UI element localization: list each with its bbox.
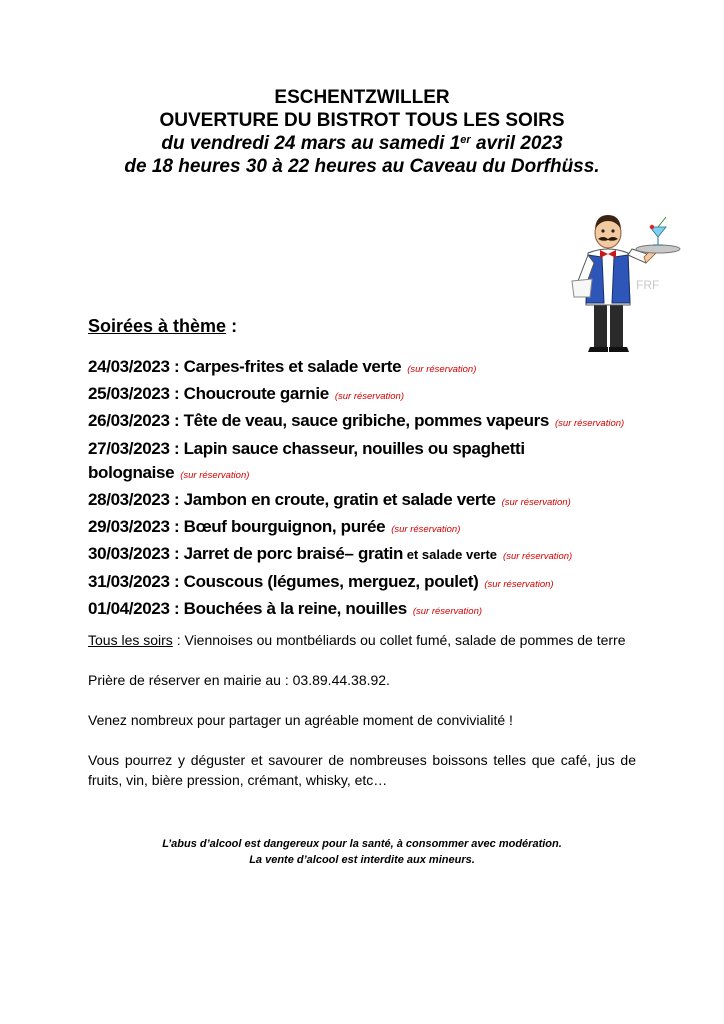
alcohol-warning bbox=[0, 836, 724, 868]
theme-row bbox=[88, 542, 648, 569]
header bbox=[0, 86, 724, 178]
event-hours: de 18 heures 30 à 22 heures au Caveau du Dorfhüss. bbox=[124, 156, 600, 177]
reservation-info: Prière de réserver en mairie au : 03.89.44.38.92. bbox=[88, 672, 390, 688]
theme-row bbox=[88, 488, 648, 515]
theme-text: 26/03/2023 : Tête de veau, sauce gribiche, pommes vapeurs bbox=[88, 411, 550, 431]
dates-superscript: er bbox=[460, 134, 471, 146]
every-evening-label: Tous les soirs bbox=[88, 632, 173, 648]
town-name: ESCHENTZWILLER bbox=[274, 87, 450, 108]
dates-start: du vendredi 24 mars au samedi 1 bbox=[161, 133, 461, 154]
theme-text: 24/03/2023 : Carpes-frites et salade verte bbox=[88, 357, 402, 376]
reservation-note: (sur réservation) bbox=[407, 364, 477, 375]
reservation-note: (sur réservation) bbox=[484, 578, 554, 590]
theme-row bbox=[88, 409, 648, 436]
theme-row bbox=[88, 355, 648, 382]
theme-row bbox=[88, 437, 648, 461]
theme-text-small: et salade verte bbox=[403, 547, 498, 563]
invitation-text: Venez nombreux pour partager un agréable moment de convivialité ! bbox=[88, 712, 513, 728]
every-evening-text: : Viennoises ou montbéliards ou collet fumé, salade de pommes de terre bbox=[172, 632, 626, 648]
themes-title-text: Soirées à thème bbox=[88, 316, 227, 336]
theme-text: 31/03/2023 : Couscous (légumes, merguez, poulet) bbox=[88, 571, 479, 591]
theme-text: 30/03/2023 : Jarret de porc braisé– gratin bbox=[88, 544, 404, 564]
every-evening bbox=[88, 630, 638, 650]
themes-list bbox=[88, 355, 648, 624]
reservation-note: (sur réservation) bbox=[555, 418, 625, 430]
theme-row bbox=[88, 515, 648, 542]
theme-text: 25/03/2023 : Choucroute garnie bbox=[88, 384, 329, 404]
event-title: OUVERTURE DU BISTROT TOUS LES SOIRS bbox=[159, 110, 565, 131]
theme-text: 01/04/2023 : Bouchées à la reine, nouilles bbox=[88, 598, 407, 618]
theme-row bbox=[88, 570, 648, 597]
watermark-text: FRF bbox=[636, 278, 660, 292]
theme-row bbox=[88, 382, 648, 409]
theme-text: 27/03/2023 : Lapin sauce chasseur, nouilles ou spaghetti bbox=[88, 438, 525, 458]
theme-text: 29/03/2023 : Bœuf bourguignon, purée bbox=[88, 517, 386, 537]
reservation-note: (sur réservation) bbox=[412, 605, 483, 617]
dates-end: avril 2023 bbox=[470, 133, 563, 154]
waiter-illustration bbox=[566, 205, 684, 355]
theme-row bbox=[88, 597, 648, 624]
warning-line-1: L’abus d’alcool est dangereux pour la santé, à consommer avec modération. bbox=[162, 838, 562, 850]
drinks-text: Vous pourrez y déguster et savourer de nombreuses boissons telles que café, jus de fruits, vin, bière pression, crémant, whisky, etc… bbox=[88, 752, 636, 788]
themes-title-colon: : bbox=[231, 316, 238, 336]
reservation-note: (sur réservation) bbox=[501, 497, 571, 509]
themes-title bbox=[88, 316, 237, 337]
reservation-note: (sur réservation) bbox=[180, 469, 250, 481]
warning-line-2: La vente d’alcool est interdite aux mineurs. bbox=[249, 854, 475, 866]
theme-row bbox=[88, 461, 648, 488]
event-dates bbox=[0, 132, 724, 155]
theme-text: 28/03/2023 : Jambon en croute, gratin et salade verte bbox=[88, 490, 496, 510]
reservation-note: (sur réservation) bbox=[391, 524, 461, 536]
theme-text: bolognaise bbox=[88, 462, 175, 482]
reservation-note: (sur réservation) bbox=[334, 391, 404, 403]
reservation-note: (sur réservation) bbox=[503, 551, 573, 563]
